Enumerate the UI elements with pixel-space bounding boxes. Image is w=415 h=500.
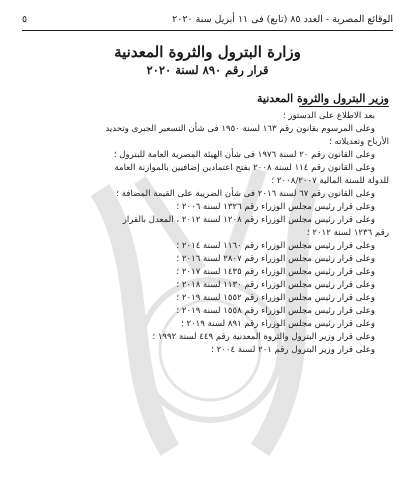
preamble-line: وعلى قرار رئيس مجلس الوزراء رقم ٢٨٠٧ لسنة ٢٠١٦ ؛: [176, 254, 375, 264]
preamble-line: وعلى المرسوم بقانون رقم ١٦٣ لسنة ١٩٥٠ فى شأن التسعير الجبرى وتحديد: [105, 124, 375, 134]
minister-heading-underline: [299, 106, 389, 107]
preamble-line: بعد الاطلاع على الدستور ؛: [282, 111, 375, 121]
decree-title: قرار رقم ٨٩٠ لسنة ٢٠٢٠: [146, 63, 269, 77]
page-header: [22, 13, 393, 27]
preamble-line: وعلى قرار رئيس مجلس الوزراء رقم ١٥٥٨ لسنة ٢٠١٩ ؛: [176, 306, 375, 316]
gazette-issue-line: الوقائع المصرية - العدد ٨٥ (تابع) فى ١١ أبريل سنة ٢٠٢٠: [172, 14, 393, 25]
minister-heading: وزير البترول والثروة المعدنية: [257, 92, 389, 105]
preamble-line: وعلى قرار رئيس مجلس الوزراء رقم ١٢٠٨ لسنة ٢٠١٢ ، المعدل بالقرار: [122, 215, 375, 225]
preamble-line: وعلى قرار رئيس مجلس الوزراء رقم ١١٦٠ لسنة ٢٠١٤ ؛: [176, 241, 375, 251]
preamble-line: وعلى قرار وزير البترول والثروة المعدنية رقم ٤٤٩ لسنة ١٩٩٢ ؛: [152, 332, 375, 342]
preamble-line: الأرباح وتعديلاته ؛: [329, 137, 389, 147]
preamble-line: وعلى قرار رئيس مجلس الوزراء رقم ١٥٥٢ لسنة ٢٠١٩ ؛: [176, 293, 375, 303]
preamble-line: وعلى قرار رئيس مجلس الوزراء رقم ١١٣٠ لسنة ٢٠١٨ ؛: [176, 280, 375, 290]
preamble-line: وعلى قرار رئيس مجلس الوزراء رقم ١٤٣٥ لسنة ٢٠١٧ ؛: [176, 267, 375, 277]
preamble-line: وعلى القانون رقم ٢٠ لسنة ١٩٧٦ فى شأن الهيئة المصرية العامة للبترول ؛: [113, 150, 375, 160]
preamble-body: [26, 110, 389, 357]
header-divider: [22, 30, 393, 31]
preamble-line: وعلى القانون رقم ٦٧ لسنة ٢٠١٦ فى شأن الضريبة على القيمة المضافة ؛: [116, 189, 375, 199]
preamble-line: رقم ١٢٣٦ لسنة ٢٠١٢ ؛: [306, 228, 389, 238]
ministry-title: وزارة البترول والثروة المعدنية: [114, 43, 301, 61]
preamble-line: للدولة للسنة المالية ٢٠٠٨/٢٠٠٧ ؛: [271, 176, 389, 186]
preamble-line: وعلى قرار رئيس مجلس الوزراء رقم ٨٩١ لسنة ٢٠١٩ ؛: [180, 319, 375, 329]
page-number: ٥: [22, 14, 28, 25]
preamble-line: وعلى قرار وزير البترول رقم ٢٠١ لسنة ٢٠٠٤ ؛: [211, 345, 375, 355]
preamble-line: وعلى قرار رئيس مجلس الوزراء رقم ١٣٢٦ لسنة ٢٠٠٦ ؛: [176, 202, 375, 212]
preamble-line: وعلى القانون رقم ١١٤ لسنة ٢٠٠٨ بفتح اعتمادين إضافيين بالموازنة العامة: [114, 163, 375, 173]
